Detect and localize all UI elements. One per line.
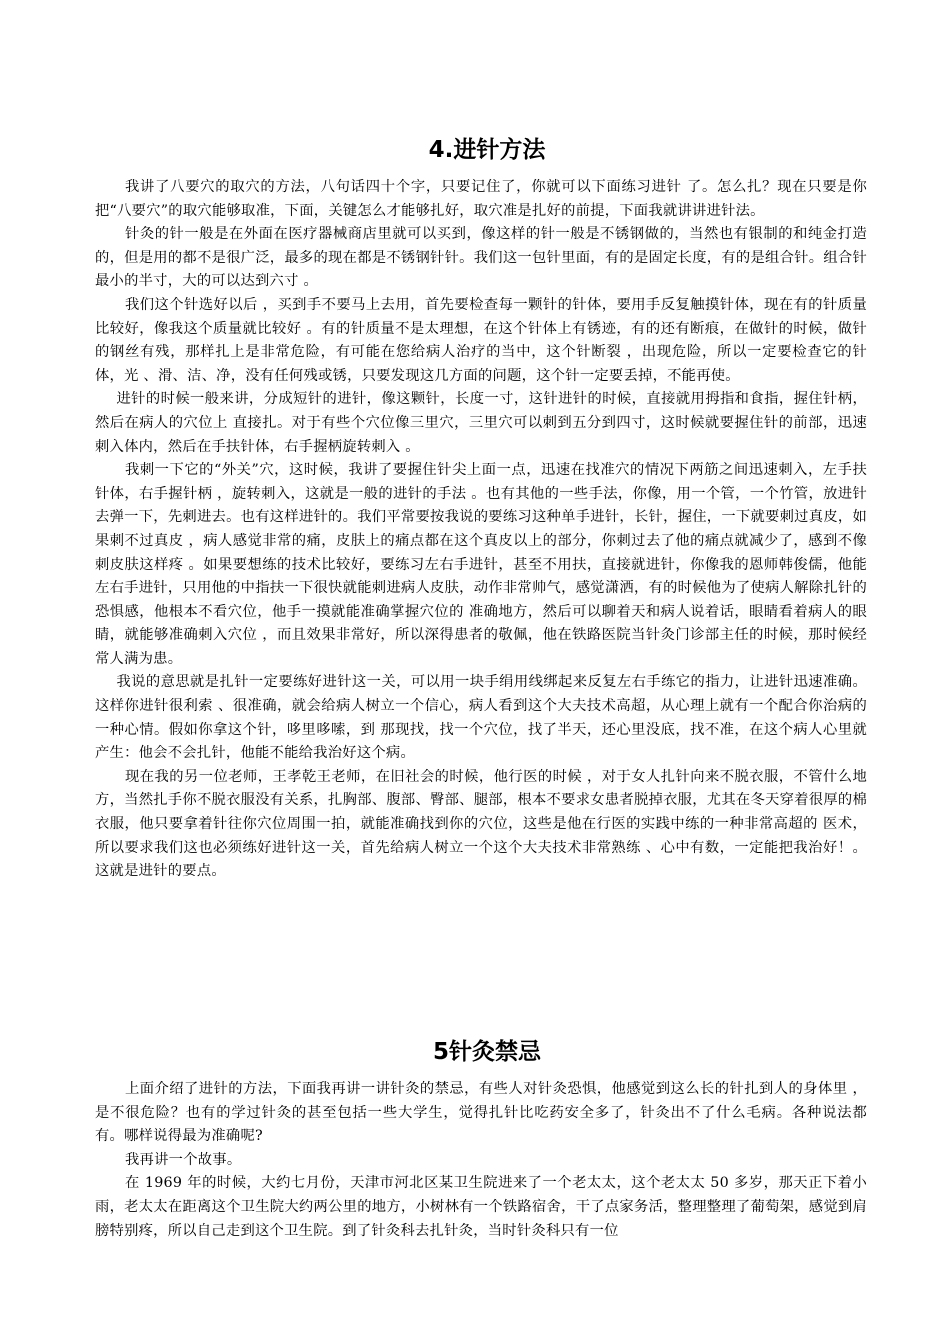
paragraph: 进针的时候一般来讲，分成短针的进针，像这颗针，长度一寸，这针进针的时候，直接就用拇指和食指，握住针柄，然后在病人的穴位上 直接扎。对于有些个穴位像三里穴，三里穴可以刺到五分到四寸，这时候就要握住针的前部，迅速刺入体内，然后在手扶针体，右手握柄旋转刺入 。 bbox=[95, 391, 867, 455]
section-body bbox=[95, 1078, 867, 1243]
paragraph: 现在我的另一位老师，王孝乾王老师，在旧社会的时候，他行医的时候 ，对于女人扎针向来不脱衣服，不管什么地方，当然扎手你不脱衣服没有关系，扎胸部、腹部、臀部、腿部，根本不要求女患者脱掉衣服，尤其在冬天穿着很厚的棉衣服，他只要拿着针往你穴位周围一拍，就能准确找到你的穴位，这些是他在行医的实践中练的一种非常高超的 医术，所以要求我们这也必须练好进针这一关，首先给病人树立一个这个大夫技术非常熟练 、心中有数，一定能把我治好！。这就是进针的要点。 bbox=[95, 768, 867, 880]
paragraph: 在 1969 年的时候，大约七月份，天津市河北区某卫生院进来了一个老太太，这个老太太 50 多岁，那天正下着小雨，老太太在距离这个卫生院大约两公里的地方，小树林有一个铁路宿舍，干了点家务活，整理整理了葡萄架，感觉到肩膀特别疼，所以自己走到这个卫生院。到了针灸科去扎针灸，当时针灸科只有一位 bbox=[95, 1175, 867, 1239]
section-needle-insertion bbox=[95, 132, 867, 884]
paragraph: 针灸的针一般是在外面在医疗器械商店里就可以买到，像这样的针一般是不锈钢做的，当然也有银制的和纯金打造的，但是用的都不是很广泛，最多的现在都是不锈钢针针。我们这一包针里面，有的是固定长度，有的是组合针。组合针最小的半寸，大的可以达到六寸 。 bbox=[95, 226, 867, 290]
paragraph: 上面介绍了进针的方法，下面我再讲一讲针灸的禁忌，有些人对针灸恐惧，他感觉到这么长的针扎到人的身体里 ，是不很危险？也有的学过针灸的甚至包括一些大学生，觉得扎针比吃药安全多了，针灸出不了什么毛病。各种说法都 有。哪样说得最为准确呢? bbox=[95, 1081, 867, 1145]
section-body bbox=[95, 176, 867, 884]
section-title: 4.进针方法 bbox=[428, 137, 546, 163]
section-acupuncture-contraindications bbox=[95, 1034, 867, 1243]
paragraph: 我们这个针选好以后 ，买到手不要马上去用，首先要检查每一颗针的针体，要用手反复触摸针体，现在有的针质量比较好，像我这个质量就比较好 。有的针质量不是太理想，在这个针体上有锈迹，有的还有断痕，在做针的时候，做针的钢丝有残，那样扎上是非常危险，有可能在您给病人治疗的当中，这个针断裂 ，出现危险，所以一定要检查它的针体，光 、滑、洁、净，没有任何残或锈，只要发现这几方面的问题，这个针一定要丢掉，不能再使。 bbox=[95, 296, 867, 384]
paragraph: 我讲了八要穴的取穴的方法，八句话四十个字，只要记住了，你就可以下面练习进针 了。怎么扎？现在只要是你把“八要穴”的取穴能够取准，下面，关键怎么才能够扎好，取穴准是扎好的前提，下面我就讲讲进针法。 bbox=[95, 179, 867, 219]
paragraph: 我说的意思就是扎针一定要练好进针这一关，可以用一块手绢用线绑起来反复左右手练它的指力，让进针迅速准确。这样你进针很利索 、很准确，就会给病人树立一个信心，病人看到这个大夫技术高超，从心理上就有一个配合你治病的一种心情。假如你拿这个针，哆里哆嗦，到 那现找，找一个穴位，找了半天，还心里没底，找不准，在这个病人心里就产生：他会不会扎针，他能不能给我治好这个病。 bbox=[95, 674, 867, 762]
section-title: 5针灸禁忌 bbox=[432, 1039, 541, 1065]
paragraph: 我再讲一个故事。 bbox=[125, 1151, 242, 1168]
paragraph: 我刺一下它的“外关”穴，这时候，我讲了要握住针尖上面一点，迅速在找准穴的情况下两筋之间迅速刺入，左手扶针体，右手握针柄 ，旋转刺入，这就是一般的进针的手法 。也有其他的一些手法，你像，用一个管，一个竹管，放进针去弹一下，先刺进去。也有这样进针的。我们平常要按我说的要练习这种单手进针，长针，握住，一下就要刺过真皮，如果刺不过真皮 ，病人感觉非常的痛，皮肤上的痛点都在这个真皮以上的部分，你刺过去了他的痛点就减少了，感到不像刺皮肤这样疼 。如果要想练的技术比较好，要练习左右手进针，甚至不用扶，直接就进针，你像我的恩师韩俊儒，他能左右手进针，只用他的中指扶一下很快就能刺进病人皮肤，动作非常帅气，感觉潇洒，有的时候他为了使病人解除扎针的恐惧感，他根本不看穴位，他手一摸就能准确掌握穴位的 准确地方，然后可以聊着天和病人说着话，眼睛看着病人的眼睛，就能够准确刺入穴位 ，而且效果非常好，所以深得患者的敬佩，他在铁路医院当针灸门诊部主任的时候，那时候经常人满为患。 bbox=[95, 462, 867, 667]
